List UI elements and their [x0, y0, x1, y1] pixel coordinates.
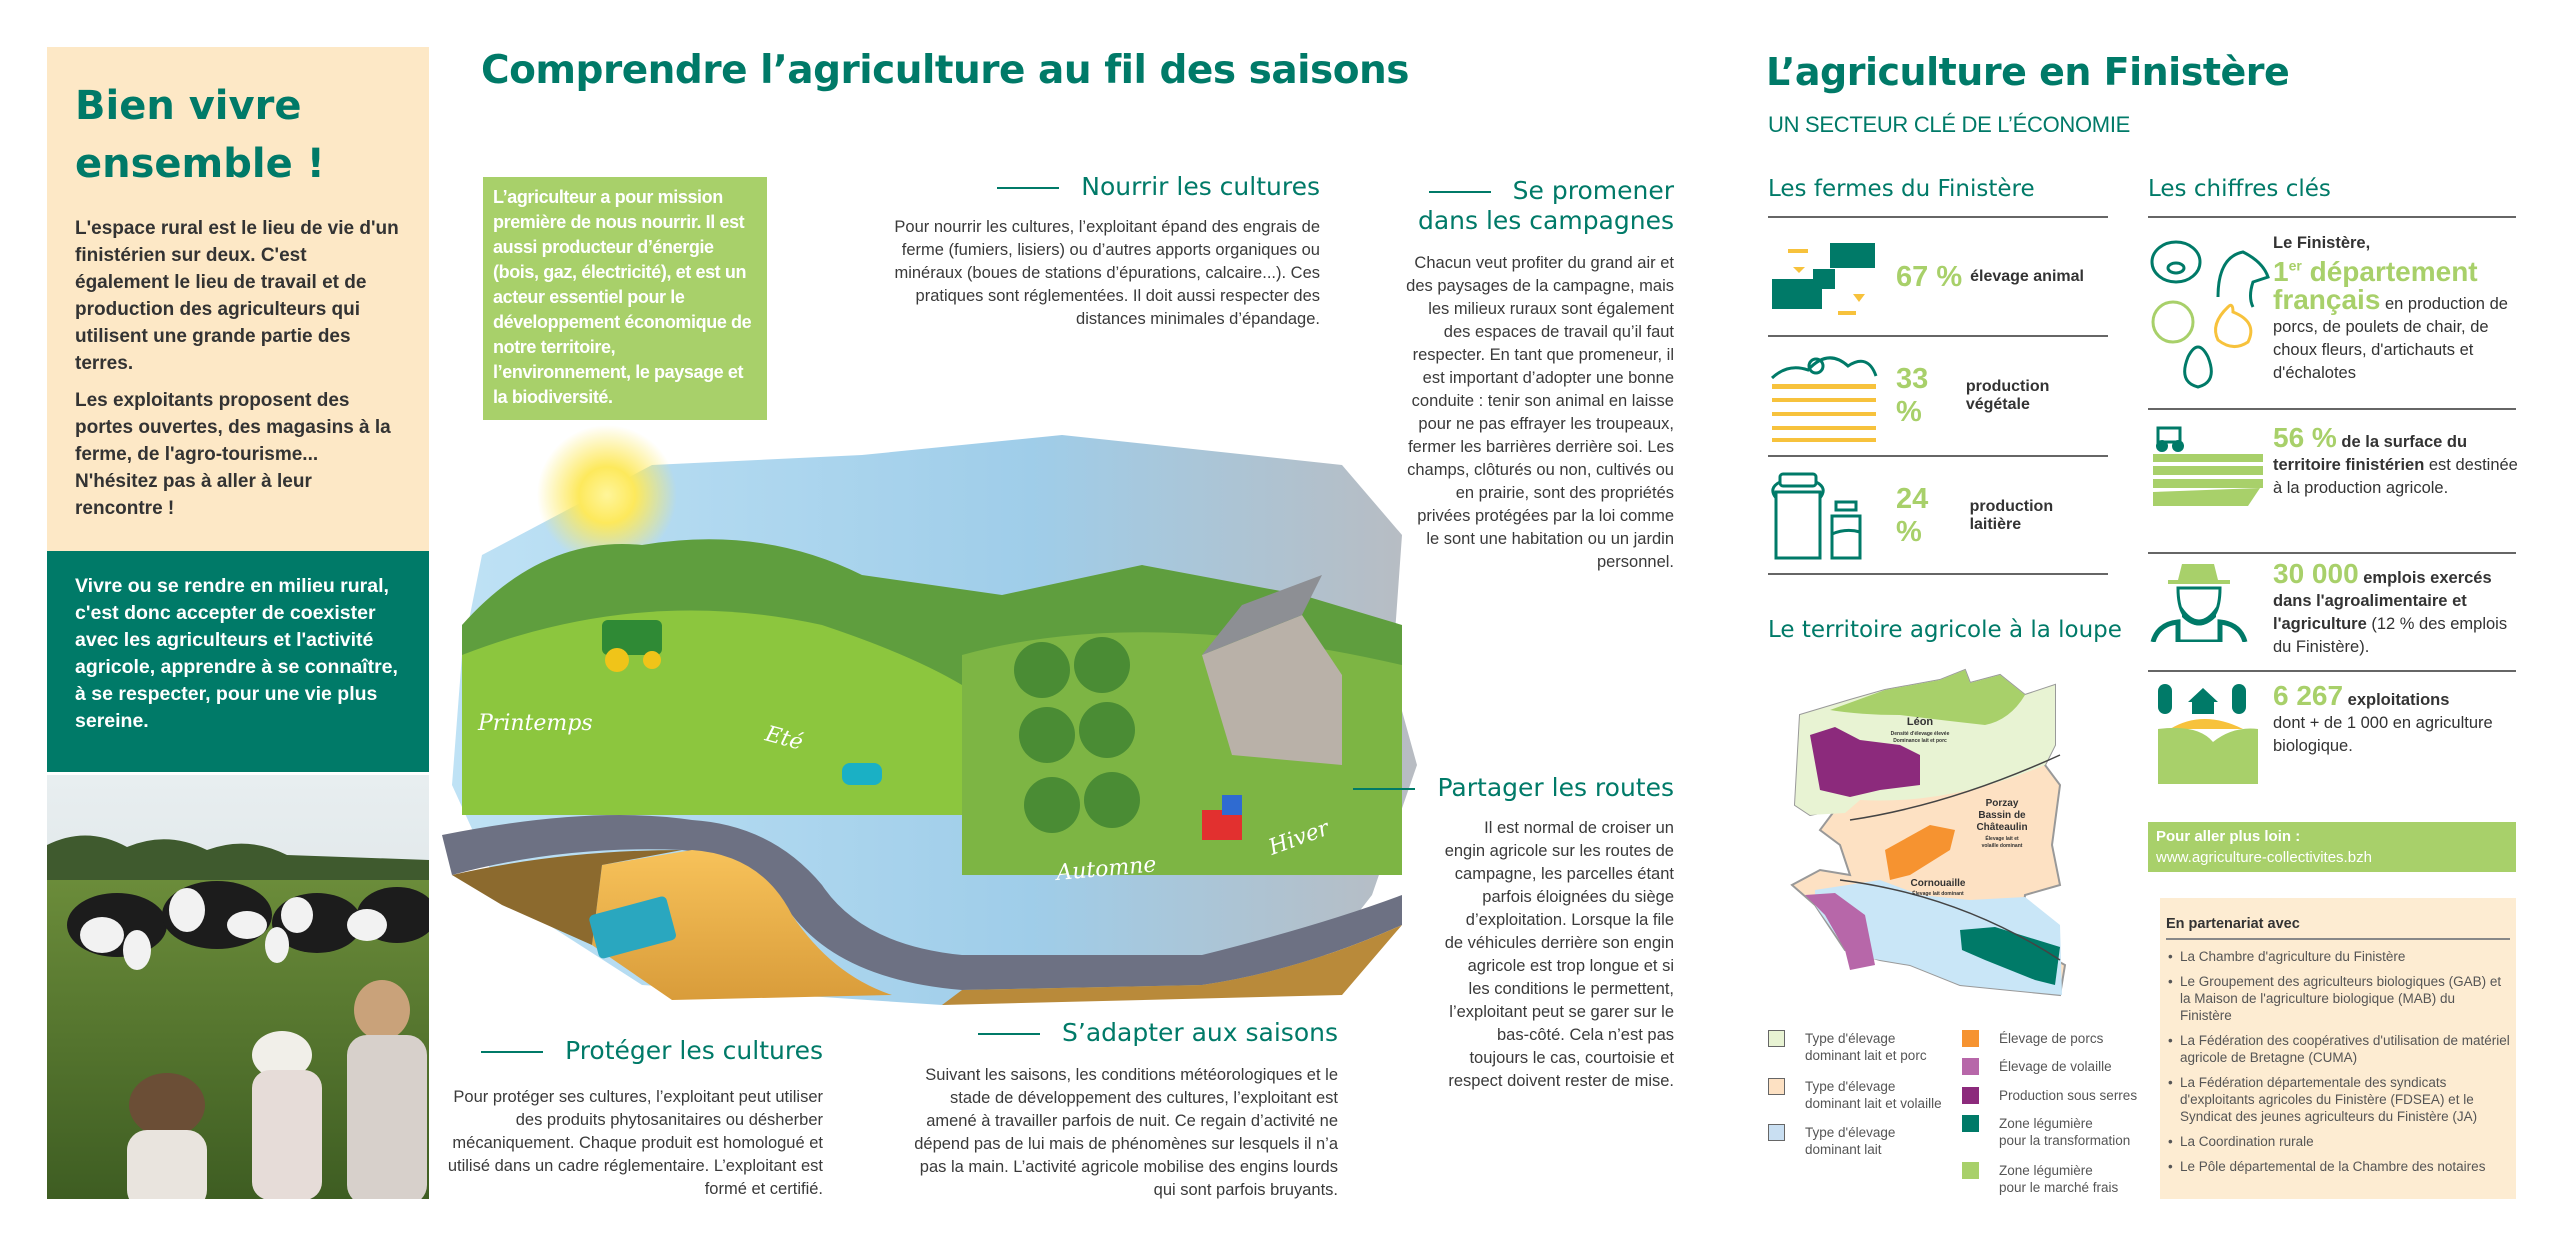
farms-heading: Les fermes du Finistère — [1768, 176, 2035, 202]
territory-heading: Le territoire agricole à la loupe — [1768, 617, 2122, 643]
legend-swatch — [1962, 1162, 1979, 1179]
legend-item — [1768, 1078, 1942, 1112]
legend-label: Élevage de porcs — [1999, 1031, 2104, 1046]
more-info-box — [2148, 822, 2516, 872]
kf-farms-value: 6 267 — [2273, 680, 2344, 711]
intro-panel — [47, 47, 429, 551]
main-title: Comprendre l’agriculture au fil des saisons — [481, 48, 1410, 93]
section-body: Suivant les saisons, les conditions météorologiques et le stade de développement des cultures, l’exploitant est amené à travailler parfois de nuit. Ce regain d’activité ne dépend pas de lui mais de phénomènes sur lesquels il n’a pas la main. L’activité agricole mobilise des engins lourds qui sont parfois bruyants. — [914, 1066, 1338, 1199]
region-porzay-1: Porzay — [1985, 798, 2019, 809]
legend-label: Type d'élevage dominant lait — [1805, 1125, 1896, 1157]
region-cornouaille: Cornouaille — [1910, 878, 1966, 889]
legend-label: Zone légumière pour la transformation — [1999, 1116, 2131, 1148]
legend-item — [1962, 1030, 2103, 1047]
more-url-link[interactable]: www.agriculture-collectivites.bzh — [2156, 849, 2372, 866]
region-leon: Léon — [1906, 716, 1934, 728]
tractor-field-icon — [2148, 426, 2273, 506]
farm-stat-row — [1768, 457, 2108, 575]
partners-box — [2160, 898, 2516, 1199]
partner-item: • Le Pôle départemental de la Chambre des notaires — [2166, 1158, 2510, 1175]
legend-swatch — [1768, 1078, 1785, 1095]
legend-swatch — [1768, 1124, 1785, 1141]
kf-big: 1er département français — [2273, 256, 2478, 316]
legend-label: Type d'élevage dominant lait et porc — [1805, 1031, 1927, 1063]
cows-children-photo — [47, 775, 429, 1199]
section-proteger — [433, 1036, 823, 1201]
right-title: L’agriculture en Finistère — [1766, 50, 2290, 94]
kf-jobs-bold: emplois exercés dans l'agroalimentaire et l'agriculture — [2273, 569, 2492, 633]
region-porzay-3: Châteaulin — [1976, 822, 2028, 833]
legend-item — [1962, 1087, 2137, 1104]
farm-landscape-icon — [2148, 684, 2273, 784]
key-figure-jobs — [2148, 558, 2518, 659]
legend-swatch — [1962, 1030, 1979, 1047]
kf-jobs-rest: (12 % des emplois du Finistère). — [2273, 615, 2508, 656]
heading-dash — [997, 187, 1059, 189]
crop-field-icon — [1768, 348, 1880, 444]
mission-box: L’agriculteur a pour mission première de nous nourrir. Il est aussi producteur d’énergie (bois, gaz, électricité), et est un acteur essentiel pour le développement économique de notre territoire, l’environnement, le paysage et la biodiversité. — [483, 177, 767, 420]
divider — [2148, 670, 2516, 672]
divider — [2148, 552, 2516, 554]
cows-icon — [1768, 229, 1880, 325]
heading-dash — [1429, 191, 1491, 193]
kf-rest: en production de porcs, de poulets de chair, de choux fleurs, d'artichauts et d'échalotes — [2273, 295, 2508, 383]
kf-farms-rest: dont + de 1 000 en agriculture biologique. — [2273, 714, 2493, 755]
pig-chicken-vegetables-icon — [2148, 232, 2273, 392]
section-body: Chacun veut profiter du grand air et des paysages de la campagne, mais les milieux ruraux sont également des espaces de travail qu’il faut respecter. En tant que promeneur, il est important d’adopter une bonne conduite : tenir son animal en laisse pour ne pas effrayer les troupeaux, fermer les barrières derrière soi. Les champs, clôturés ou non, cultivés ou en prairie, sont des propriétés privées protégées par la loi comme le sont une habitation ou un jardin personnel. — [1406, 254, 1674, 571]
seasons-illustration — [442, 425, 1420, 1005]
divider — [2148, 408, 2516, 410]
region-porzay-desc2: volaille dominant — [1981, 843, 2023, 849]
partner-item: • La Fédération des coopératives d'utilisation de matériel agricole de Bretagne (CUMA) — [2166, 1032, 2510, 1066]
legend-label: Type d'élevage dominant lait et volaille — [1805, 1079, 1942, 1111]
finistere-map — [1790, 665, 2100, 1005]
panel-title: Bien vivre ensemble ! — [75, 83, 325, 187]
kf-farms-bold: exploitations — [2343, 691, 2450, 709]
kf-surface-bold: de la surface du territoire finistérien — [2273, 433, 2468, 474]
highlight-box: Vivre ou se rendre en milieu rural, c'est donc accepter de coexister avec les agriculteurs et l'activité agricole, apprendre à se connaître, à se respecter, pour une vie plus sereine. — [47, 551, 429, 772]
farm-stat-row — [1768, 337, 2108, 455]
partner-item: • La Coordination rurale — [2166, 1133, 2510, 1150]
region-porzay-2: Bassin de — [1978, 810, 2026, 821]
section-body: Pour nourrir les cultures, l’exploitant épand des engrais de ferme (fumiers, lisiers) ou d’autres apports organiques ou minéraux (boues de stations d’épurations, calcaire...). Ces pratiques sont réglementées. Il doit aussi respecter des distances minimales d’épandage. — [894, 218, 1320, 328]
section-heading: Se promener dans les campagnes — [1417, 176, 1674, 235]
heading-dash — [481, 1051, 543, 1053]
legend-item — [1768, 1124, 1895, 1158]
farm-stat-value: 24 % — [1896, 483, 1929, 548]
legend-swatch — [1962, 1058, 1979, 1075]
season-label-printemps: Printemps — [478, 711, 593, 736]
farm-stat-label: production végétale — [1965, 378, 2050, 413]
section-nourrir — [880, 172, 1320, 331]
kf-jobs-value: 30 000 — [2273, 558, 2359, 589]
section-heading: S’adapter aux saisons — [908, 1018, 1338, 1048]
milk-can-icon — [1768, 468, 1880, 564]
heading-dash — [978, 1033, 1040, 1035]
legend-swatch — [1962, 1087, 1979, 1104]
legend-item — [1962, 1115, 2130, 1149]
section-heading: Nourrir les cultures — [880, 172, 1320, 202]
section-body: Il est normal de croiser un engin agricole sur les routes de campagne, les parcelles étant parfois éloignées du siège d’exploitation. Lorsque la file de véhicules derrière son engin agricole est trop longue et si les conditions le permettent, l’exploitant peut se garer sur le bas-côté. Cela n’est pas toujours le cas, courtoisie et respect doivent rester de mise. — [1444, 819, 1674, 1090]
partner-item: • La Chambre d'agriculture du Finistère — [2166, 948, 2510, 965]
intro-paragraph-2: Les exploitants proposent des portes ouvertes, des magasins à la ferme, de l'agro-tourisme... N'hésitez pas à aller à leur rencontre ! — [75, 390, 391, 519]
key-figure-farms — [2148, 680, 2518, 784]
region-leon-desc2: Dominance lait et porc — [1893, 738, 1947, 744]
key-figure-surface — [2148, 422, 2518, 506]
legend-swatch — [1768, 1030, 1785, 1047]
region-leon-desc1: Densité d'élevage élevée — [1890, 731, 1950, 737]
kf-surface-value: 56 % — [2273, 422, 2337, 453]
farm-stat-row — [1768, 218, 2108, 336]
legend-item — [1768, 1030, 1927, 1064]
legend-swatch — [1962, 1115, 1979, 1132]
right-subtitle: UN SECTEUR CLÉ DE L’ÉCONOMIE — [1768, 112, 2131, 137]
region-porzay-desc1: Élevage lait et — [1985, 836, 2019, 842]
partners-list — [2166, 948, 2510, 1175]
farmer-icon — [2148, 562, 2273, 642]
region-cornouaille-desc: Élevage lait dominant — [1912, 891, 1964, 897]
section-promener — [1404, 176, 1674, 574]
section-body: Pour protéger ses cultures, l’exploitant peut utiliser des produits phytosanitaires ou désherber mécaniquement. Chaque produit est homologué et utilisé dans un cadre réglementaire. L’exploitant est formé et certifié. — [447, 1088, 823, 1198]
season-label-ete: Eté — [762, 721, 806, 756]
kf-intro: Le Finistère, — [2273, 234, 2371, 252]
partner-item: • Le Groupement des agriculteurs biologiques (GAB) et la Maison de l'agriculture biologique (MAB) du Finistère — [2166, 973, 2510, 1024]
legend-label: Élevage de volaille — [1999, 1059, 2112, 1074]
season-label-hiver: Hiver — [1265, 815, 1333, 861]
divider — [2148, 216, 2516, 218]
partner-item: • La Fédération départementale des syndicats d'exploitants agricoles du Finistère (FDSEA) et le Syndicat des jeunes agriculteurs du Finistère (JA) — [2166, 1074, 2510, 1125]
section-heading: Protéger les cultures — [433, 1036, 823, 1066]
farm-stat-value: 33 % — [1896, 363, 1929, 428]
legend-item — [1962, 1162, 2118, 1196]
divider — [1768, 573, 2108, 575]
partners-heading: En partenariat avec — [2166, 916, 2510, 940]
section-adapter — [908, 1018, 1338, 1202]
section-heading: Partager les routes — [1344, 773, 1674, 803]
legend-item — [1962, 1058, 2112, 1075]
key-figure-first-department — [2148, 232, 2518, 392]
kf-surface-rest: est destinée à la production agricole. — [2273, 456, 2518, 497]
legend-label: Production sous serres — [1999, 1088, 2138, 1103]
farm-stat-value: 67 % — [1896, 260, 1963, 293]
farm-stat-label: production laitière — [1969, 498, 2054, 533]
intro-paragraph-1: L'espace rural est le lieu de vie d'un finistérien sur deux. C'est également le lieu de travail et de production des agriculteurs qui utilisent une grande partie des terres. — [75, 218, 399, 374]
legend-label: Zone légumière pour le marché frais — [1999, 1163, 2119, 1195]
more-label: Pour aller plus loin : — [2156, 828, 2301, 845]
heading-dash — [1353, 788, 1415, 790]
key-figures-heading: Les chiffres clés — [2148, 176, 2331, 202]
farm-stat-label: élevage animal — [1970, 268, 2084, 285]
section-partager — [1344, 773, 1674, 1093]
season-label-automne: Automne — [1055, 852, 1158, 886]
